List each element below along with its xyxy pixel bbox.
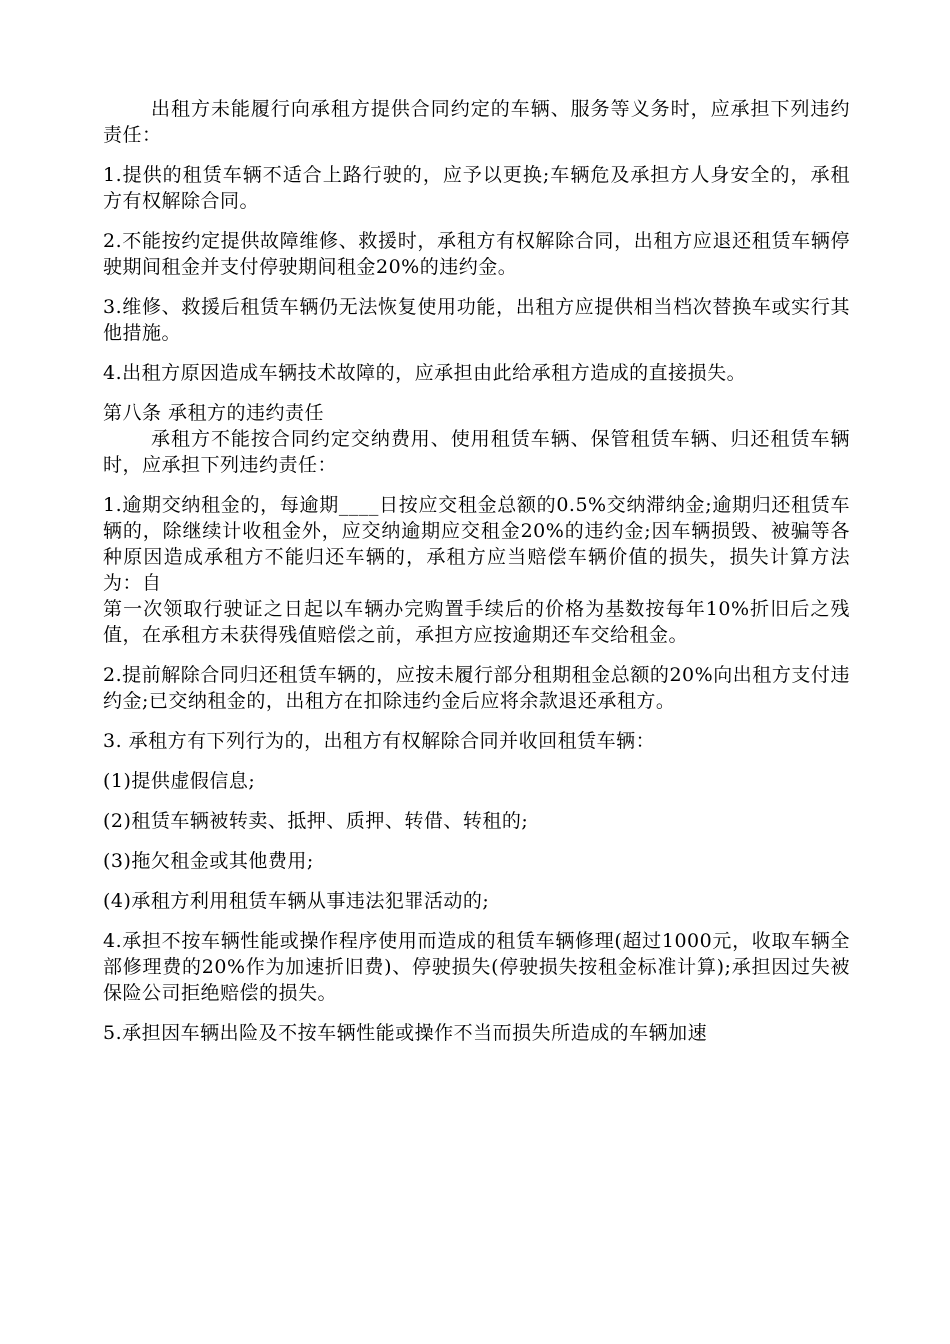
paragraph-lessor-item-1: 1.提供的租赁车辆不适合上路行驶的，应予以更换;车辆危及承担方人身安全的，承租方有权解除合同。	[103, 164, 850, 212]
paragraph-lessee-item-1: 1.逾期交纳租金的，每逾期____日按应交租金总额的0.5%交纳滞纳金;逾期归还租赁车辆的，除继续计收租金外，应交纳逾期应交租金20%的违约金;因车辆损毁、被骗等各种原因造成承租方不能归还车辆的，承租方应当赔偿车辆价值的损失，损失计算方法为：自	[103, 494, 850, 594]
paragraph-lessor-item-2: 2.不能按约定提供故障维修、救援时，承租方有权解除合同，出租方应退还租赁车辆停驶期间租金并支付停驶期间租金20%的违约金。	[103, 230, 850, 278]
paragraph-lessor-breach-intro: 出租方未能履行向承租方提供合同约定的车辆、服务等义务时，应承担下列违约责任：	[103, 98, 850, 146]
list-item-resale: (2)租赁车辆被转卖、抵押、质押、转借、转租的;	[103, 810, 529, 832]
list-item-false-info: (1)提供虚假信息;	[103, 770, 256, 792]
paragraph-lessor-item-4: 4.出租方原因造成车辆技术故障的，应承担由此给承租方造成的直接损失。	[103, 362, 747, 384]
paragraph-lessee-item-1-continued: 第一次领取行驶证之日起以车辆办完购置手续后的价格为基数按每年10%折旧后之残值，在承租方未获得残值赔偿之前，承担方应按逾期还车交给租金。	[103, 598, 850, 646]
paragraph-lessee-item-4: 4.承担不按车辆性能或操作程序使用而造成的租赁车辆修理(超过1000元，收取车辆全部修理费的20%作为加速折旧费)、停驶损失(停驶损失按租金标准计算);承担因过失被保险公司拒绝赔偿的损失。	[103, 930, 850, 1004]
paragraph-lessee-breach-intro: 承租方不能按合同约定交纳费用、使用租赁车辆、保管租赁车辆、归还租赁车辆时，应承担下列违约责任：	[103, 428, 850, 476]
paragraph-lessee-item-3: 3. 承租方有下列行为的，出租方有权解除合同并收回租赁车辆：	[103, 730, 656, 752]
article-8-heading: 第八条 承租方的违约责任	[103, 402, 325, 424]
list-item-arrears: (3)拖欠租金或其他费用;	[103, 850, 314, 872]
list-item-illegal-use: (4)承租方利用租赁车辆从事违法犯罪活动的;	[103, 890, 490, 912]
paragraph-lessee-item-2: 2.提前解除合同归还租赁车辆的，应按未履行部分租期租金总额的20%向出租方支付违约金;已交纳租金的，出租方在扣除违约金后应将余款退还承租方。	[103, 664, 850, 712]
paragraph-lessor-item-3: 3.维修、救援后租赁车辆仍无法恢复使用功能，出租方应提供相当档次替换车或实行其他措施。	[103, 296, 850, 344]
paragraph-lessee-item-5: 5.承担因车辆出险及不按车辆性能或操作不当而损失所造成的车辆加速	[103, 1022, 708, 1044]
